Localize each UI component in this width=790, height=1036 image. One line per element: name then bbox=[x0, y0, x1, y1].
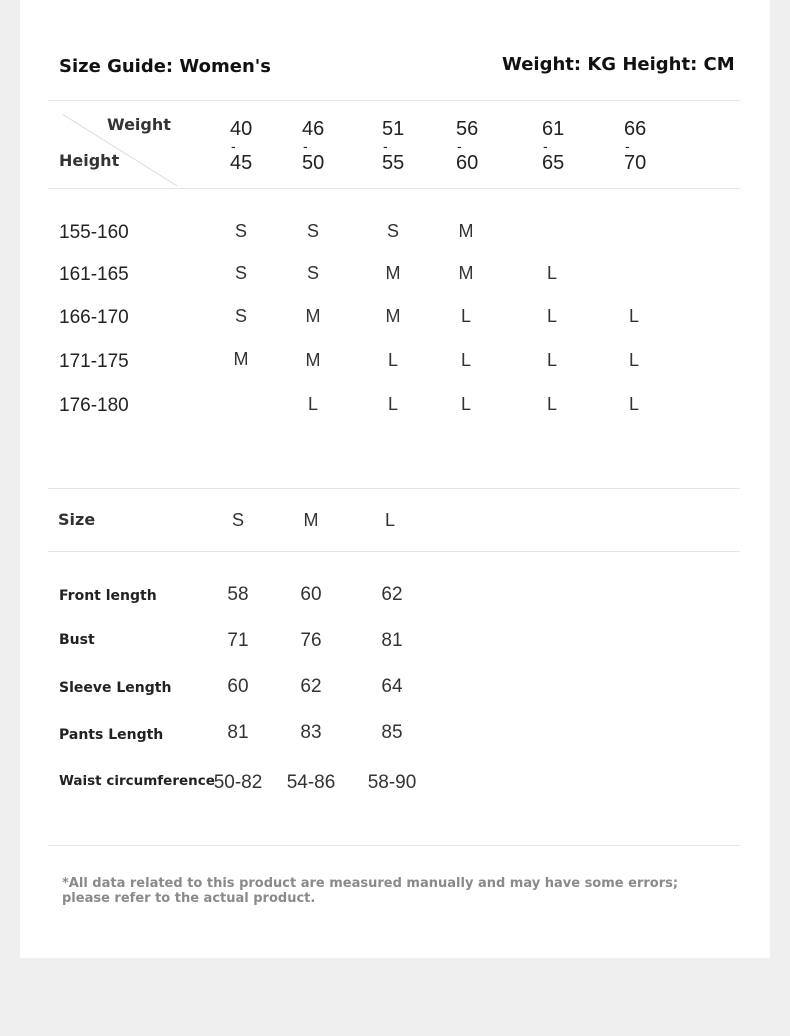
weight-range-header bbox=[230, 119, 252, 173]
weight-range-to: 55 bbox=[382, 152, 405, 174]
measurement-value: 76 bbox=[300, 630, 322, 651]
weight-range-to: 45 bbox=[230, 152, 253, 174]
size-cell: L bbox=[546, 263, 557, 283]
measurement-value: 54-86 bbox=[286, 772, 336, 793]
page-title: Size Guide: Women's bbox=[59, 56, 271, 77]
measurement-value: 58-90 bbox=[367, 772, 417, 793]
size-header-label: Size bbox=[58, 510, 96, 529]
weight-range-separator: - bbox=[383, 138, 388, 154]
measurement-value: 60 bbox=[227, 676, 249, 697]
size-cell: L bbox=[387, 394, 398, 414]
measurement-value: 62 bbox=[300, 676, 322, 697]
weight-range-to: 70 bbox=[624, 152, 647, 174]
measurement-value: 81 bbox=[381, 630, 403, 651]
weight-range-from: 61 bbox=[542, 118, 565, 140]
size-cell: M bbox=[305, 350, 321, 370]
size-cell: S bbox=[306, 221, 319, 241]
size-column-header: L bbox=[384, 510, 395, 530]
measurement-label: Waist circumference bbox=[59, 773, 215, 789]
units-label: Weight: KG Height: CM bbox=[502, 54, 735, 75]
height-range-label: 176-180 bbox=[59, 395, 129, 416]
size-cell: M bbox=[385, 306, 401, 326]
size-column-header: M bbox=[303, 510, 319, 530]
divider bbox=[48, 188, 740, 189]
size-cell: L bbox=[546, 394, 557, 414]
measurement-value: 58 bbox=[227, 584, 249, 605]
size-cell: M bbox=[233, 349, 249, 369]
measurement-value: 50-82 bbox=[213, 772, 263, 793]
height-range-label: 155-160 bbox=[59, 222, 129, 243]
weight-range-from: 46 bbox=[302, 118, 325, 140]
size-column-header: S bbox=[231, 510, 244, 530]
measurement-value: 64 bbox=[381, 676, 403, 697]
size-cell: M bbox=[458, 221, 474, 241]
size-cell: S bbox=[386, 221, 399, 241]
size-cell: S bbox=[234, 306, 247, 326]
divider bbox=[48, 845, 740, 846]
weight-range-separator: - bbox=[303, 138, 308, 154]
weight-range-to: 50 bbox=[302, 152, 325, 174]
size-cell: L bbox=[628, 394, 639, 414]
disclaimer-footnote: *All data related to this product are measured manually and may have some errors; please refer to the actual product. bbox=[62, 876, 679, 906]
weight-range-to: 60 bbox=[456, 152, 479, 174]
size-cell: L bbox=[628, 306, 639, 326]
size-cell: L bbox=[628, 350, 639, 370]
weight-header-label: Weight bbox=[107, 115, 171, 134]
size-cell: L bbox=[307, 394, 318, 414]
measurement-value: 81 bbox=[227, 722, 249, 743]
measurement-label: Sleeve Length bbox=[59, 680, 172, 696]
weight-range-separator: - bbox=[231, 138, 236, 154]
size-cell: L bbox=[546, 350, 557, 370]
size-cell: S bbox=[234, 221, 247, 241]
measurement-value: 83 bbox=[300, 722, 322, 743]
height-range-label: 161-165 bbox=[59, 264, 129, 285]
measurement-value: 62 bbox=[381, 584, 403, 605]
size-guide-card bbox=[20, 0, 770, 958]
weight-range-from: 40 bbox=[230, 118, 253, 140]
weight-range-separator: - bbox=[543, 138, 548, 154]
size-cell: L bbox=[460, 394, 471, 414]
weight-range-from: 56 bbox=[456, 118, 479, 140]
size-cell: S bbox=[234, 263, 247, 283]
size-cell: M bbox=[458, 263, 474, 283]
weight-range-header bbox=[624, 119, 646, 173]
weight-range-header bbox=[456, 119, 478, 173]
height-range-label: 171-175 bbox=[59, 351, 129, 372]
weight-range-header bbox=[542, 119, 564, 173]
weight-range-from: 66 bbox=[624, 118, 647, 140]
size-cell: L bbox=[460, 350, 471, 370]
size-cell: M bbox=[385, 263, 401, 283]
weight-range-separator: - bbox=[625, 138, 630, 154]
size-cell: S bbox=[306, 263, 319, 283]
height-range-label: 166-170 bbox=[59, 307, 129, 328]
height-header-label: Height bbox=[59, 151, 120, 170]
weight-range-header bbox=[382, 119, 404, 173]
divider bbox=[48, 551, 740, 552]
weight-range-to: 65 bbox=[542, 152, 565, 174]
weight-range-from: 51 bbox=[382, 118, 405, 140]
size-cell: L bbox=[387, 350, 398, 370]
divider bbox=[48, 488, 740, 489]
measurement-label: Pants Length bbox=[59, 727, 164, 743]
divider bbox=[48, 100, 740, 101]
measurement-label: Bust bbox=[59, 632, 95, 648]
measurement-label: Front length bbox=[59, 588, 157, 604]
size-cell: L bbox=[546, 306, 557, 326]
weight-range-separator: - bbox=[457, 138, 462, 154]
weight-range-header bbox=[302, 119, 324, 173]
measurement-value: 71 bbox=[227, 630, 249, 651]
measurement-value: 85 bbox=[381, 722, 403, 743]
size-cell: L bbox=[460, 306, 471, 326]
measurement-value: 60 bbox=[300, 584, 322, 605]
size-cell: M bbox=[305, 306, 321, 326]
